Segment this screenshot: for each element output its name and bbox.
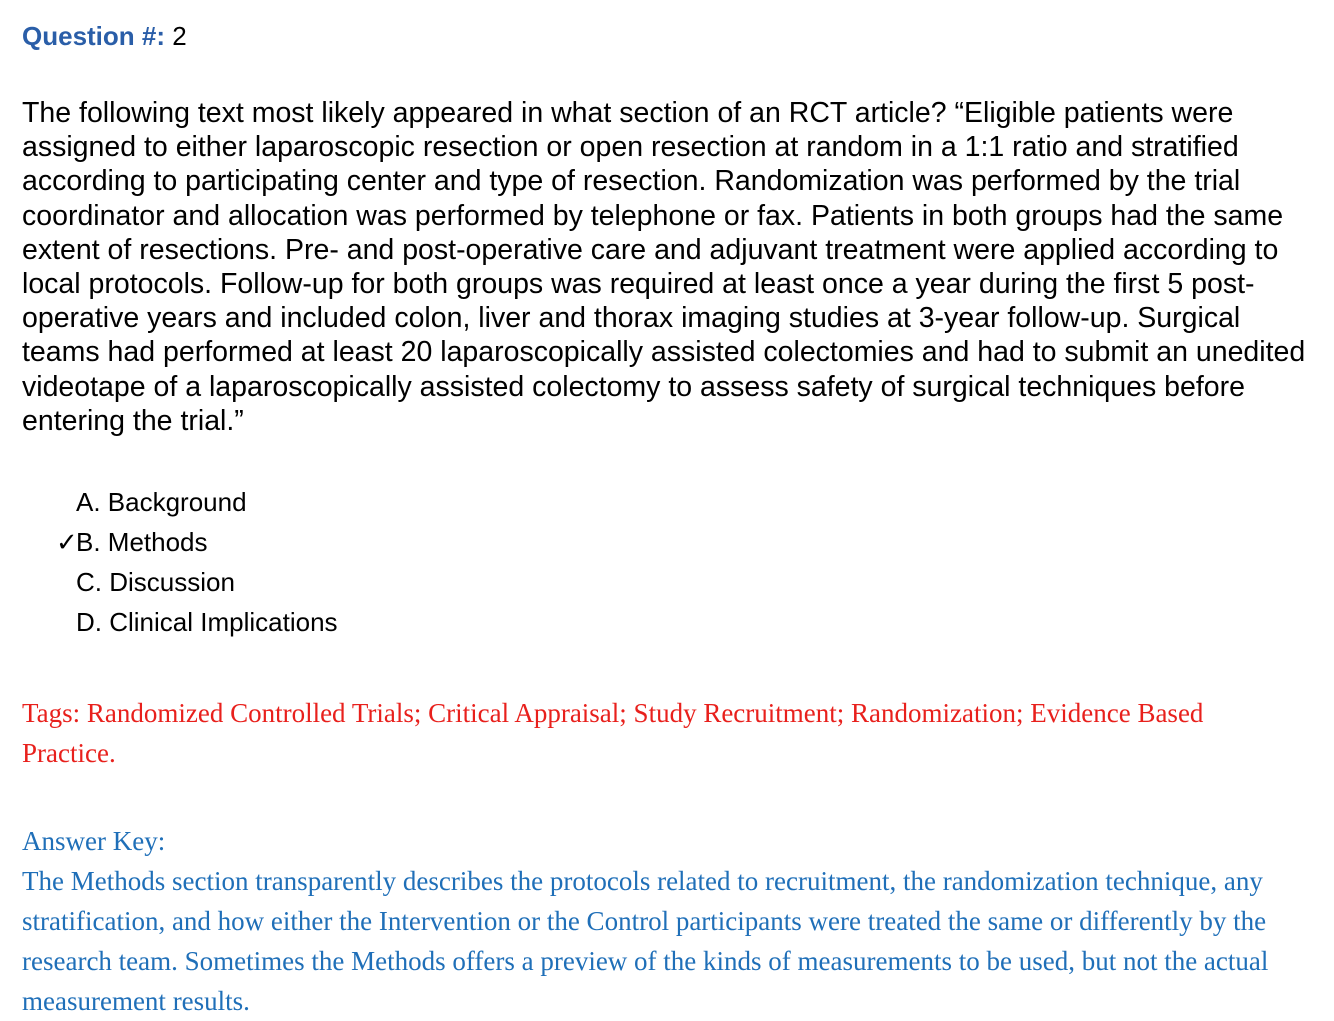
- answer-key-body: The Methods section transparently describes the protocols related to recruitment, the randomization technique, any stratification, and how either the Intervention or the Control participants were treated the same or differently by the research team. Sometimes the Methods offers a preview of the kinds of measurements to be used, but not the actual measurement results.: [22, 866, 1269, 1017]
- option-c-label: C. Discussion: [76, 567, 235, 598]
- question-label: Question #:: [22, 21, 166, 51]
- option-d-label: D. Clinical Implications: [76, 607, 338, 638]
- answer-options: [22, 482, 1314, 642]
- option-a[interactable]: [22, 482, 1314, 522]
- question-page: [22, 20, 1314, 1021]
- checkmark-icon: ✓: [56, 527, 78, 558]
- option-a-label: A. Background: [76, 487, 247, 518]
- question-number: 2: [165, 21, 187, 51]
- answer-key-title: Answer Key:: [22, 826, 166, 857]
- question-text: The following text most likely appeared in what section of an RCT article? “Eligible patients were assigned to either laparoscopic resection or open resection at random in a 1:1 ratio and stratified according to participating center and type of resection. Randomization was performed by the trial coordinator and allocation was performed by telephone or fax. Patients in both groups had the same extent of resections. Pre- and post-operative care and adjuvant treatment were applied according to local protocols. Follow-up for both groups was required at least once a year during the first 5 post-operative years and included colon, liver and thorax imaging studies at 3-year follow-up. Surgical teams had performed at least 20 laparoscopically assisted colectomies and had to submit an unedited videotape of a laparoscopically assisted colectomy to assess safety of surgical techniques before entering the trial.”: [22, 97, 1306, 437]
- option-c[interactable]: [22, 562, 1314, 602]
- option-b-label: B. Methods: [76, 527, 208, 558]
- option-b[interactable]: [22, 522, 1314, 562]
- tags-text: Tags: Randomized Controlled Trials; Critical Appraisal; Study Recruitment; Randomization; Evidence Based Practice.: [22, 698, 1204, 768]
- answer-key: [22, 821, 1282, 1021]
- option-d[interactable]: [22, 602, 1314, 642]
- question-header: [22, 20, 1314, 52]
